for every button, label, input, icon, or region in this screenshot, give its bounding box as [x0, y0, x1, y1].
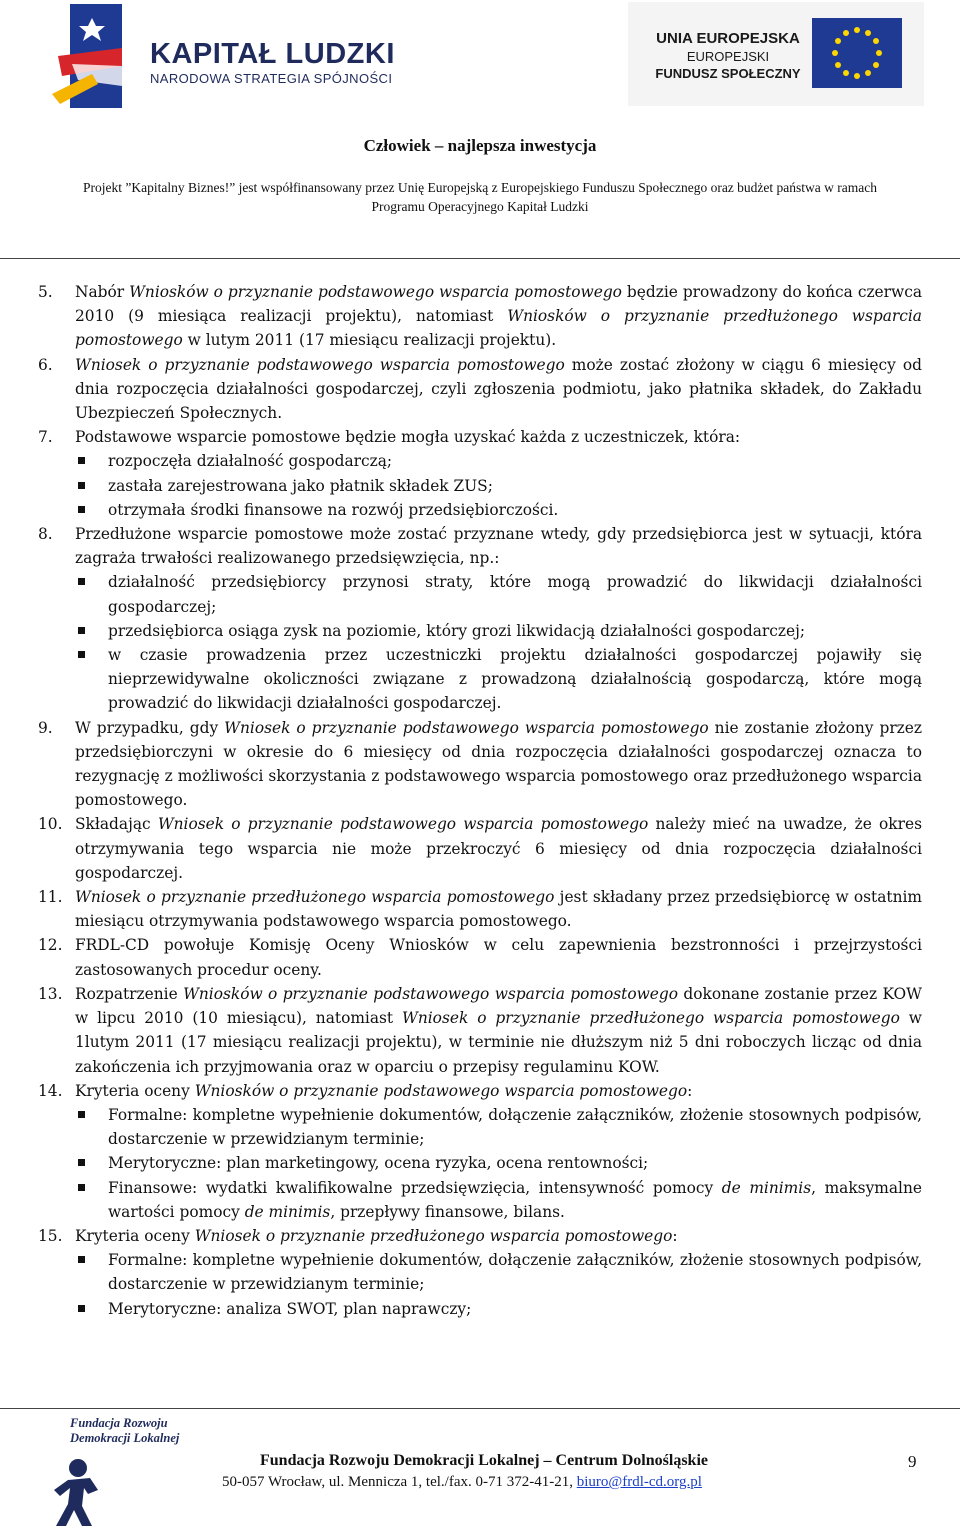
text-run: , maksymalne wartości pomocy: [108, 1178, 922, 1221]
item-text: [75, 1079, 922, 1103]
list-item-5: [38, 280, 922, 353]
italic-run: Wniosków o przyznanie przedłużonego wsparcia pomostowego: [75, 307, 922, 350]
bullet-square-icon: [78, 1184, 85, 1191]
bullet-square-icon: [78, 1305, 85, 1312]
motto: Człowiek – najlepsza inwestycja: [363, 136, 597, 155]
item-number: 6.: [38, 355, 53, 374]
bullet-item: [75, 619, 922, 643]
item-number: 12.: [38, 936, 63, 955]
document-body: [38, 280, 922, 1321]
item-number: 10.: [38, 815, 63, 834]
text-run: może zostać złożony w ciągu 6 miesięcy od dnia rozpoczęcia działalności gospodarczej, czyli zgłoszenia podmiotu, jako płatnika składek, do Zakładu Ubezpieczeń Społecznych.: [75, 355, 922, 423]
item-number: 11.: [38, 888, 63, 907]
bullet-item: [75, 1248, 922, 1296]
bullet-square-icon: [78, 482, 85, 489]
bullet-item: [75, 570, 922, 618]
bullet-item: [75, 1151, 922, 1175]
eu-line-1: UNIA EUROPEJSKA: [656, 30, 800, 47]
eu-flag-icon: [812, 18, 902, 88]
bullet-item: [75, 474, 922, 498]
list-item-7: [38, 425, 922, 522]
text-run: Finansowe: wydatki kwalifikowalne przedsięwzięcia, intensywność pomocy: [108, 1178, 722, 1197]
italic-run: de minimis: [244, 1202, 331, 1221]
italic-run: Wniosek o przyznanie podstawowego wsparcia pomostowego: [157, 815, 649, 834]
list-item-6: [38, 353, 922, 426]
bullet-text: w czasie prowadzenia przez uczestniczki projektu działalności gospodarczej pojawiły się nieprzewidywalne okoliczności związane z prowadzoną działalnością gospodarczą, które mogą prowadzić do likwidacji działalności gospodarczej.: [108, 646, 922, 713]
bullet-square-icon: [78, 1256, 85, 1263]
bullet-square-icon: [78, 457, 85, 464]
italic-run: Wniosek o przyznanie przedłużonego wsparcia pomostowego: [402, 1009, 900, 1028]
italic-run: de minimis: [721, 1178, 812, 1197]
bullet-item: [75, 1103, 922, 1151]
text-run: będzie prowadzony do końca czerwca 2010 (9 miesiąca realizacji projektu), natomiast: [75, 283, 922, 326]
page-number: 9: [908, 1452, 917, 1471]
page-footer: [0, 1408, 960, 1528]
item-number: 8.: [38, 525, 53, 544]
email-link[interactable]: biuro@frdl-cd.org.pl: [576, 1474, 702, 1490]
list-item-12: [38, 933, 922, 981]
list-item-11: [38, 885, 922, 933]
footer-address: [222, 1474, 702, 1491]
text-run: w lutym 2011 (17 miesiącu realizacji projektu).: [182, 331, 557, 350]
item-number: 9.: [38, 718, 53, 737]
italic-run: Wniosek o przyznanie przedłużonego wsparcia pomostowego: [194, 1226, 673, 1245]
bullet-square-icon: [78, 1111, 85, 1118]
item-text: Przedłużone wsparcie pomostowe może zostać przyznane wtedy, gdy przedsiębiorca jest w sytuacji, która zagraża trwałości realizowanego przedsięwzięcia, np.:: [75, 525, 922, 568]
item-number: 7.: [38, 428, 53, 447]
text-run: , przepływy finansowe, bilans.: [330, 1202, 565, 1221]
bullet-text: Formalne: kompletne wypełnienie dokumentów, dołączenie załączników, złożenie stosownych podpisów, dostarczenie w przewidzianym terminie;: [108, 1105, 922, 1149]
text-run: Nabór: [75, 283, 130, 301]
text-run: Kryteria oceny: [75, 1081, 195, 1100]
list-item-9: [38, 716, 922, 813]
header-divider: [0, 258, 960, 259]
text-run: Kryteria oceny: [75, 1226, 195, 1245]
italic-run: Wniosków o przyznanie podstawowego wsparcia pomostowego: [183, 984, 678, 1003]
eu-line-2: EUROPEJSKI: [686, 49, 770, 64]
bullet-item: [75, 1297, 922, 1321]
item-number: 14.: [38, 1081, 63, 1100]
footer-org-name: Fundacja Rozwoju Demokracji Lokalnej – Centrum Dolnośląskie: [260, 1452, 708, 1469]
text-run: jest składany przez przedsiębiorcę w ostatnim miesiącu otrzymywania podstawowego wsparcia pomostowego.: [75, 888, 922, 931]
item-text: [75, 885, 922, 933]
item-text: [75, 982, 922, 1079]
list-item-10: [38, 812, 922, 885]
bullet-square-icon: [78, 578, 85, 585]
kapital-ludzki-subtitle: NARODOWA STRATEGIA SPÓJNOŚCI: [150, 71, 393, 86]
bullet-text: przedsiębiorca osiąga zysk na poziomie, który grozi likwidacją działalności gospodarczej;: [108, 621, 806, 640]
text-run: :: [672, 1226, 678, 1245]
item-number: 15.: [38, 1226, 63, 1245]
item-text: [75, 812, 922, 885]
bullet-text: otrzymała środki finansowe na rozwój przedsiębiorczości.: [108, 500, 559, 519]
page-header: [0, 0, 960, 262]
item-number: 13.: [38, 984, 63, 1003]
item-text: [75, 353, 922, 426]
text-run: w 1lutym 2011 (17 miesiącu realizacji projektu), w terminie nie dłuższym niż 5 dni roboczych licząc od dnia zakończenia ich przyjmowania oraz w oparciu o przepisy regulaminu KOW.: [75, 1009, 922, 1076]
eu-line-3: FUNDUSZ SPOŁECZNY: [655, 66, 801, 81]
bullet-text: rozpoczęła działalność gospodarczą;: [108, 452, 393, 471]
list-item-15: [38, 1224, 922, 1321]
text-run: nie zostanie złożony przez przedsiębiorczyni w okresie do 6 miesięcy od dnia rozpoczęcia działalności gospodarczej oznacza to rezygnację z możliwości skorzystania z podstawowego wsparcia pomostowego oraz przedłużonego wsparcia pomostowego.: [75, 718, 923, 810]
italic-run: Wniosków o przyznanie podstawowego wsparcia pomostowego: [129, 283, 622, 301]
bullet-square-icon: [78, 627, 85, 634]
bullet-square-icon: [78, 651, 85, 658]
text-run: W przypadku, gdy: [75, 718, 225, 737]
text-run: Składając: [75, 815, 158, 834]
logo-line-1: Fundacja Rozwoju: [70, 1416, 168, 1430]
bullet-square-icon: [78, 1159, 85, 1166]
address-text: 50-057 Wrocław, ul. Mennicza 1, tel./fax. 0-71 372-41-21,: [222, 1474, 577, 1490]
list-item-8: [38, 522, 922, 716]
footer-divider: [0, 1408, 960, 1409]
bullet-item: [75, 449, 922, 473]
item-text: [75, 1224, 922, 1248]
bullet-text: Formalne: kompletne wypełnienie dokumentów, dołączenie załączników, złożenie stosownych podpisów, dostarczenie w przewidzianym terminie;: [108, 1251, 922, 1294]
list-item-13: [38, 982, 922, 1079]
item-text: Podstawowe wsparcie pomostowe będzie mogła uzyskać każda z uczestniczek, która:: [75, 428, 741, 447]
list-item-14: [38, 1079, 922, 1224]
item-text: [75, 716, 922, 813]
item-text: FRDL-CD powołuje Komisję Oceny Wniosków w celu zapewnienia bezstronności i przejrzystości zastosowanych procedur oceny.: [75, 936, 922, 979]
project-info: [0, 178, 960, 216]
text-run: :: [687, 1081, 693, 1100]
text-run: Rozpatrzenie: [75, 984, 184, 1003]
bullet-text: działalność przedsiębiorcy przynosi straty, które mogą prowadzić do likwidacji działalności gospodarczej;: [108, 573, 922, 616]
eu-logo-text: [648, 30, 808, 81]
frdl-logo-text: [70, 1416, 179, 1446]
item-text: [75, 280, 922, 353]
project-line-1: Projekt ”Kapitalny Biznes!” jest współfinansowany przez Unię Europejską z Europejskiego Funduszu Społecznego oraz budżet państwa w ramach: [82, 180, 877, 195]
logo-line-2: Demokracji Lokalnej: [70, 1431, 180, 1445]
bullet-text: Merytoryczne: plan marketingowy, ocena ryzyka, ocena rentowności;: [108, 1154, 649, 1173]
project-line-2: Programu Operacyjnego Kapitał Ludzki: [371, 199, 589, 214]
bullet-text: zastała zarejestrowana jako płatnik składek ZUS;: [108, 476, 493, 495]
italic-run: Wniosek o przyznanie podstawowego wsparcia pomostowego: [75, 355, 565, 374]
item-number: 5.: [38, 283, 53, 301]
bullet-square-icon: [78, 506, 85, 513]
kapital-ludzki-title: KAPITAŁ LUDZKI: [150, 38, 395, 70]
bullet-text: Merytoryczne: analiza SWOT, plan naprawczy;: [108, 1299, 472, 1318]
text-run: należy mieć na uwadze, że okres otrzymywania tego wsparcia nie może przekroczyć 6 miesięcy od dnia rozpoczęcia działalności gospodarczej.: [75, 815, 922, 882]
bullet-item: [75, 1176, 922, 1224]
text-run: dokonane zostanie przez KOW w lipcu 2010 (10 miesiącu), natomiast: [75, 984, 922, 1028]
italic-run: Wniosek o przyznanie podstawowego wsparcia pomostowego: [224, 718, 709, 737]
italic-run: Wniosków o przyznanie podstawowego wsparcia pomostowego: [194, 1081, 688, 1100]
bullet-item: [75, 498, 922, 522]
italic-run: Wniosek o przyznanie przedłużonego wsparcia pomostowego: [75, 888, 555, 907]
bullet-item: [75, 643, 922, 716]
